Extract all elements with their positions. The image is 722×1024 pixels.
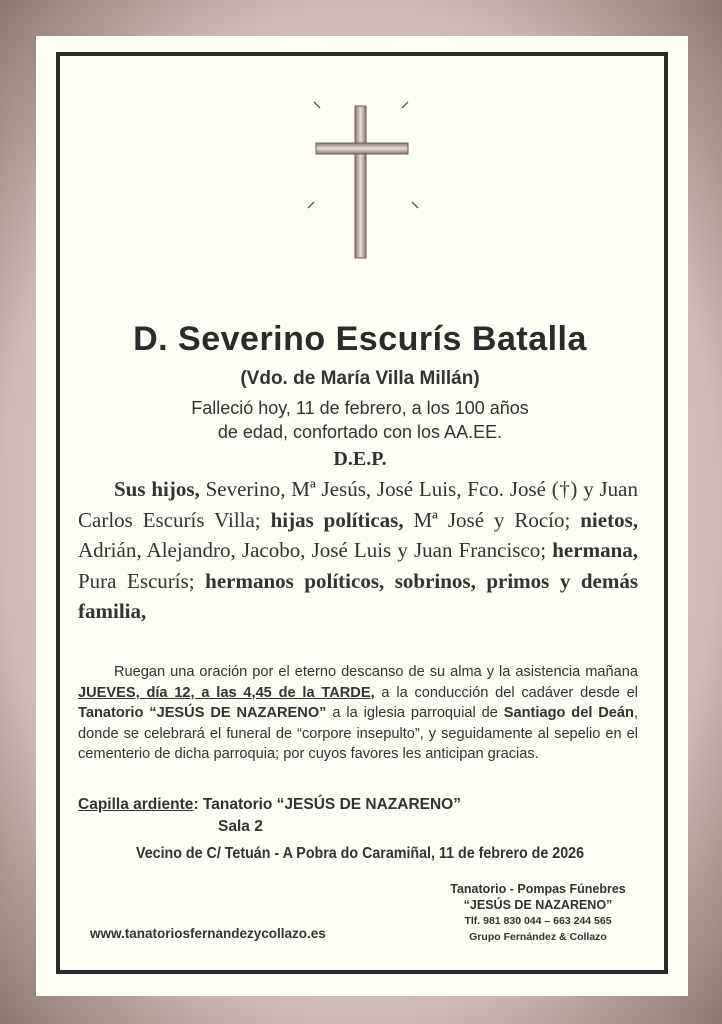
church-name: Santiago del Deán (503, 705, 634, 722)
prayer-part-3: a la iglesia parroquial de (326, 705, 504, 722)
family-paragraph (78, 474, 638, 627)
funeral-home-line-1: Tanatorio - Pompas Fúnebres (450, 882, 626, 896)
other-relatives-label: hermanos políticos, sobrinos, primos y demás familia, (78, 568, 639, 623)
grandchildren-names: Adrián, Alejandro, Jacobo, José Luis y Juan Francisco; (78, 538, 553, 562)
children-names: Severino, Mª Jesús, José Luis, Fco. José (†) y Juan Carlos Escurís Villa; (78, 477, 638, 532)
chapel-info (78, 794, 638, 838)
website-link[interactable]: www.tanatoriosfernandezycollazo.es (90, 926, 326, 941)
sister-name: Pura Escurís; (78, 568, 206, 593)
service-date-time: JUEVES, día 12, a las 4,45 de la TARDE, (78, 684, 375, 701)
chapel-place: Tanatorio “JESÚS DE NAZARENO” (198, 796, 461, 813)
funeral-home-name: “JESÚS DE NAZARENO” (463, 898, 613, 912)
deceased-name: D. Severino Escurís Batalla (133, 320, 587, 358)
chapel-label: Capilla ardiente (78, 796, 194, 813)
departure-place: Tanatorio “JESÚS DE NAZARENO” (78, 705, 327, 722)
chapel-colon: : (193, 796, 199, 813)
cross-icon (300, 96, 420, 266)
widower-of: (Vdo. de María Villa Millán) (240, 368, 480, 389)
death-line-1: Falleció hoy, 11 de febrero, a los 100 años (191, 398, 529, 418)
funeral-home-info (424, 882, 652, 946)
children-label: Sus hijos, (114, 477, 200, 501)
funeral-home-group: Grupo Fernández & Collazo (469, 931, 607, 943)
daughters-in-law-label: hijas políticas, (270, 507, 404, 532)
chapel-room: Sala 2 (218, 818, 263, 835)
prayer-part-2: a la conducción del cadáver desde el (374, 684, 639, 701)
sister-label: hermana, (552, 538, 638, 562)
prayer-paragraph (78, 662, 638, 765)
funeral-home-phones: Tlf. 981 830 044 – 663 244 565 (464, 915, 612, 927)
daughters-in-law-names: Mª José y Rocío; (403, 507, 581, 532)
death-line-2: de edad, confortado con los AA.EE. (217, 422, 503, 442)
grandchildren-label: nietos, (580, 507, 638, 532)
dep-label: D.E.P. (333, 448, 387, 470)
death-notice (60, 396, 660, 444)
prayer-part-1: Ruegan una oración por el eterno descanso de su alma y la asistencia mañana (114, 664, 638, 680)
prayer-part-4: , donde se celebrará el funeral de “corpore insepulto”, y seguidamente al sepelio en el cementerio de dicha parroquia; por cuyos favores les anticipan gracias. (78, 705, 639, 763)
residence-line: Vecino de C/ Tetuán - A Pobra do Caramiñal, 11 de febrero de 2026 (135, 845, 585, 862)
